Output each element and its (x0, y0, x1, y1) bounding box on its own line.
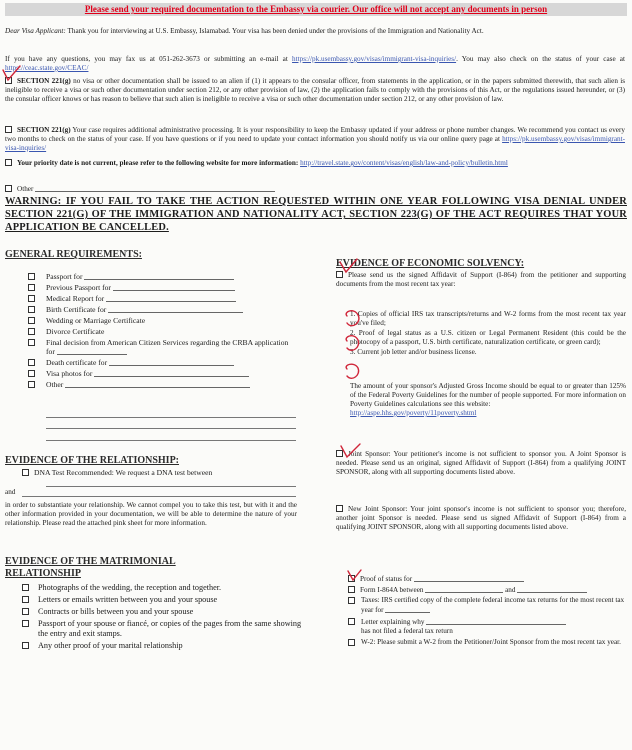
checkbox[interactable] (22, 608, 29, 615)
general-requirements-list (28, 272, 298, 391)
and-label: and (5, 488, 16, 496)
courier-banner: Please send your required documentation to the Embassy via courier. Our office will not accept any documents in person (5, 3, 627, 16)
poverty-guidelines-link[interactable]: http://aspe.hhs.gov/poverty/11poverty.shtml (350, 409, 477, 417)
query-page-link[interactable]: https://pk.usembassy.gov/visas/immigrant-visa-inquiries/ (5, 135, 625, 152)
checkbox[interactable] (28, 339, 35, 346)
relationship-heading: EVIDENCE OF THE RELATIONSHIP: (5, 455, 180, 466)
w2-checkbox[interactable] (348, 639, 355, 646)
other-checkbox[interactable] (5, 185, 12, 192)
list-item: W-2: Please submit a W-2 from the Petitioner/Joint Sponsor from the most recent tax year. (348, 638, 626, 647)
checkbox[interactable] (22, 642, 29, 649)
new-joint-sponsor-item: New Joint Sponsor: Your joint sponsor's income is not sufficient to sponsor you; therefore, another joint Sponsor is needed. Please send us signed Affidavit of Support (I-864) from a qualifying JOINT SPONSOR, along with all supporting documents listed above. (336, 505, 626, 531)
salutation: Dear Visa Applicant: (5, 27, 66, 35)
checkbox[interactable] (28, 381, 35, 388)
intro-text: Thank you for interviewing at U.S. Embassy, Islamabad. Your visa has been denied under the provisions of the Immigration and Nationality Act. (65, 27, 484, 35)
dna-item: DNA Test Recommended: We request a DNA test between (22, 468, 307, 477)
general-requirements-heading: GENERAL REQUIREMENTS: (5, 249, 142, 260)
blank-line (46, 440, 296, 441)
admin-processing-checkbox[interactable] (5, 126, 12, 133)
list-item: Form I-864A between and (348, 585, 626, 596)
matrimonial-heading: EVIDENCE OF THE MATRIMONIAL RELATIONSHIP (5, 556, 176, 579)
intro-paragraph (5, 27, 625, 36)
list-item: Passport of your spouse or fiancé, or copies of the pages from the same showing the entry and exit stamps. (22, 619, 304, 639)
visa-bulletin-link[interactable]: http://travel.state.gov/content/visas/english/law-and-policy/bulletin.html (300, 159, 508, 167)
economic-heading: EVIDENCE OF ECONOMIC SOLVENCY: (336, 258, 525, 269)
checkbox[interactable] (22, 596, 29, 603)
list-item: Divorce Certificate (28, 327, 298, 338)
ceac-link[interactable]: https://ceac.state.gov/CEAC/ (5, 64, 89, 72)
list-item: Birth Certificate for (28, 305, 298, 316)
joint-sponsor-checkbox[interactable] (336, 450, 343, 457)
checkbox[interactable] (28, 328, 35, 335)
matrimonial-list (22, 583, 304, 651)
affidavit-sub-list (350, 310, 626, 357)
priority-date-item: Your priority date is not current, please refer to the following website for more information: http://travel.state.gov/content/visas/english/law-and-policy/bulletin.html (5, 159, 625, 168)
list-item: Letters or emails written between you and your spouse (22, 595, 304, 605)
income-paragraph: The amount of your sponsor's Adjusted Gross Income should be equal to or greater than 125% of the Federal Poverty Guidelines for the number of people supported. For more information on Poverty Guidelines calculations see this website: http://aspe.hhs.gov/poverty/11poverty.shtml (350, 382, 626, 417)
new-joint-sponsor-checkbox[interactable] (336, 505, 343, 512)
form-864a-checkbox[interactable] (348, 586, 355, 593)
blank-line (22, 496, 296, 497)
list-item: Previous Passport for (28, 283, 298, 294)
priority-date-checkbox[interactable] (5, 159, 12, 166)
list-item: Final decision from American Citizen Services regarding the CRBA application for (28, 338, 298, 358)
checkbox[interactable] (28, 284, 35, 291)
section-221g-checkbox[interactable] (5, 77, 12, 84)
circle-mark-icon (346, 364, 358, 378)
questions-paragraph: If you have any questions, you may fax us at 051-262-3673 or submitting an e-mail at https://pk.usembassy.gov/visas/immigrant-visa-inquiries/. You may also check on the status of your case at https://ceac.state.gov/CEAC/ (5, 55, 625, 72)
list-item: Other (28, 380, 298, 391)
list-item: Taxes: IRS certified copy of the complete federal income tax returns for the most recent tax year for (348, 596, 626, 617)
letter-checkbox[interactable] (348, 618, 355, 625)
checkbox[interactable] (28, 295, 35, 302)
relationship-text: in order to substantiate your relationship. We cannot compel you to take this test, but with it and the other information provided in your documentation, we will be able to determine the nature of your relationship. Please read the attached pink sheet for more information. (5, 501, 297, 527)
list-item: Visa photos for (28, 369, 298, 380)
checkbox[interactable] (22, 620, 29, 627)
warning-text: WARNING: IF YOU FAIL TO TAKE THE ACTION REQUESTED WITHIN ONE YEAR FOLLOWING VISA DENIAL UNDER SECTION 221(G) OF THE IMMIGRATION AND NATIONALITY ACT, SECTION 223(G) OF THE ACT REQUIRES THAT YOUR APPLICATION BE CANCELLED. (5, 196, 627, 233)
list-item: Any other proof of your marital relationship (22, 641, 304, 651)
joint-sponsor-item: Joint Sponsor: Your petitioner's income is not sufficient to sponsor you. A Joint Sponsor is needed. Please send us an original, signed Affidavit of Support (I-864) from a qualifying JOINT SPONSOR, along with all supporting documents listed above. (336, 450, 626, 476)
affidavit-checkbox[interactable] (336, 271, 343, 278)
other-item: Other (5, 184, 305, 194)
other-line (35, 184, 275, 192)
section-221g-ineligible: SECTION 221(g) no visa or other documentation shall be issued to an alien if (1) it appears to the consular officer, from statements in the application, or in the papers submitted therewith, that such alien is ineligible to receive a visa or such other documentation under section 212, or any other provision of law, (2) the application fails to comply with the provisions of this Act, or the regulations issued hereunder, or (3) the consular officer knows or has reason to believe that such alien is ineligible to receive a visa or such other documentation under section 212, or any other provision of law. (5, 77, 625, 103)
list-item: Proof of status for (348, 574, 626, 585)
list-item: 3. Current job letter and/or business license. (350, 348, 477, 356)
checkbox[interactable] (28, 370, 35, 377)
proof-status-checkbox[interactable] (348, 575, 355, 582)
blank-line (46, 486, 296, 487)
blank-line (46, 428, 296, 429)
section-221g-admin-processing: SECTION 221(g) Your case requires additional administrative processing. It is your responsibility to keep the Embassy updated if your address or phone number changes. We recommend you contact us every two months to check on the status of your case. If you have questions or if you need to update your contact information you should notify us via our online query page at https://pk.usembassy.gov/visas/immigrant-visa-inquiries/ (5, 126, 625, 152)
checkbox[interactable] (28, 273, 35, 280)
blank-line (46, 417, 296, 418)
checkbox[interactable] (28, 359, 35, 366)
checkbox[interactable] (28, 306, 35, 313)
economic-items (348, 574, 626, 647)
list-item: Letter explaining why has not filed a federal tax return (348, 617, 626, 638)
list-item: Death certificate for (28, 358, 298, 369)
list-item: Photographs of the wedding, the reception and together. (22, 583, 304, 593)
list-item: Medical Report for (28, 294, 298, 305)
checkbox[interactable] (22, 584, 29, 591)
affidavit-item: Please send us the signed Affidavit of Support (I-864) from the petitioner and supporting documents from the most recent tax year: (336, 271, 626, 288)
list-item: 1. Copies of official IRS tax transcripts/returns and W-2 forms from the most recent tax year you've filed; (350, 310, 626, 327)
list-item: Wedding or Marriage Certificate (28, 316, 298, 327)
list-item: Contracts or bills between you and your spouse (22, 607, 304, 617)
list-item: 2. Proof of legal status as a U.S. citizen or Legal Permanent Resident (this could be the photocopy of a passport, U.S. birth certificate, naturalization certificate, or green card); (350, 329, 626, 346)
taxes-checkbox[interactable] (348, 597, 355, 604)
checkbox[interactable] (28, 317, 35, 324)
list-item: Passport for (28, 272, 298, 283)
dna-checkbox[interactable] (22, 469, 29, 476)
inquiry-link[interactable]: https://pk.usembassy.gov/visas/immigrant-visa-inquiries/ (292, 55, 457, 63)
